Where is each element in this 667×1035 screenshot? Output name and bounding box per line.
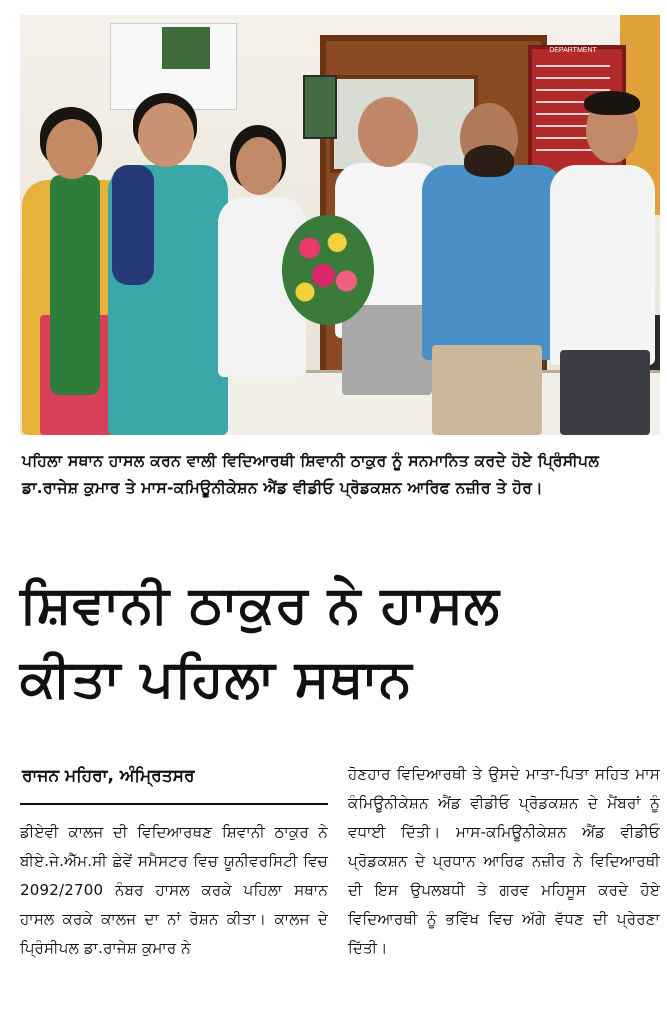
headline — [20, 568, 660, 716]
person-1-scarf — [50, 175, 100, 395]
person-2-shawl — [112, 165, 154, 285]
byline: ਰਾਜਨ ਮਹਿਰਾ, ਅੰਮ੍ਰਿਤਸਰ — [22, 766, 195, 786]
plaque-line — [536, 89, 610, 91]
person-5-shirt — [422, 165, 564, 360]
article-column-right: ਹੋਣਹਾਰ ਵਿਦਿਆਰਥੀ ਤੇ ਉਸਦੇ ਮਾਤਾ-ਪਿਤਾ ਸਹਿਤ ਮਾਸ ਕੰਮਿਊਨੀਕੇਸ਼ਨ ਐਂਡ ਵੀਡੀਓ ਪ੍ਰੋਡਕਸ਼ਨ ਦੇ ਮੈਂਬਰਾਂ ਨੂੰ ਵਧਾਈ ਦਿੱਤੀ। ਮਾਸ-ਕਮਿਊਨੀਕੇਸ਼ਨ ਐਂਡ ਵੀਡੀਓ ਪ੍ਰੋਡਕਸ਼ਨ ਦੇ ਪ੍ਰਧਾਨ ਆਰਿਫ ਨਜ਼ੀਰ ਨੇ ਵਿਦਿਆਰਥੀ ਦੀ ਇਸ ਉਪਲਬਧੀ ਤੇ ਗਰਵ ਮਹਿਸੂਸ ਕਰਦੇ ਹੋਏ ਵਿਦਿਆਰਥੀ ਨੂੰ ਭਵਿੱਖ ਵਿਚ ਅੱਗੇ ਵੱਧਣ ਦੀ ਪ੍ਰੇਰਣਾ ਦਿੱਤੀ। — [348, 765, 660, 957]
flower-bouquet — [282, 215, 374, 325]
plaque-line — [536, 77, 610, 79]
person-2-head — [138, 103, 194, 167]
person-4-trousers — [342, 305, 432, 395]
article-column-left: ਡੀਏਵੀ ਕਾਲਜ ਦੀ ਵਿਦਿਆਰਥਣ ਸ਼ਿਵਾਨੀ ਠਾਕੁਰ ਨੇ ਬੀਏ.ਜੇ.ਐੱਮ.ਸੀ ਛੇਵੇਂ ਸਮੈਸਟਰ ਵਿਚ ਯੂਨੀਵਰਸਿਟੀ ਵਿਚ 2092/2700 ਨੰਬਰ ਹਾਸਲ ਕਰਕੇ ਪਹਿਲਾ ਸਥਾਨ ਹਾਸਲ ਕਰਕੇ ਕਾਲਜ ਦਾ ਨਾਂ ਰੋਸ਼ਨ ਕੀਤਾ। ਕਾਲਜ ਦੇ ਪ੍ਰਿੰਸੀਪਲ ਡਾ.ਰਾਜੇਸ਼ ਕੁਮਾਰ ਨੇ — [20, 823, 328, 957]
calendar-picture — [162, 27, 210, 69]
person-6-trousers — [560, 350, 650, 435]
person-6-shirt — [550, 165, 655, 365]
headline-line-1: ਸ਼ਿਵਾਨੀ ਠਾਕੁਰ ਨੇ ਹਾਸਲ — [20, 575, 501, 635]
person-1-head — [46, 119, 98, 179]
person-6-hair — [584, 91, 640, 115]
person-5-beard — [464, 145, 514, 177]
plaque-line — [536, 65, 610, 67]
byline-rule — [20, 803, 328, 805]
framed-picture — [303, 75, 337, 139]
headline-line-2: ਕੀਤਾ ਪਹਿਲਾ ਸਥਾਨ — [20, 649, 413, 709]
person-5-trousers — [432, 345, 542, 435]
person-4-head — [358, 97, 418, 167]
plaque-title: DEPARTMENT — [549, 47, 597, 54]
photo-caption: ਪਹਿਲਾ ਸਥਾਨ ਹਾਸਲ ਕਰਨ ਵਾਲੀ ਵਿਦਿਆਰਥੀ ਸ਼ਿਵਾਨੀ ਠਾਕੁਰ ਨੂੰ ਸਨਮਾਨਿਤ ਕਰਦੇ ਹੋਏ ਪ੍ਰਿੰਸੀਪਲ ਡਾ.ਰਾਜੇਸ਼ ਕੁਮਾਰ ਤੇ ਮਾਸ-ਕਮਿਊਨੀਕੇਸ਼ਨ ਐਂਡ ਵੀਡੀਓ ਪ੍ਰੋਡਕਸ਼ਨ ਆਰਿਫ ਨਜ਼ੀਰ ਤੇ ਹੋਰ। — [22, 452, 600, 497]
news-photo — [20, 15, 660, 435]
person-3-head — [236, 137, 282, 195]
